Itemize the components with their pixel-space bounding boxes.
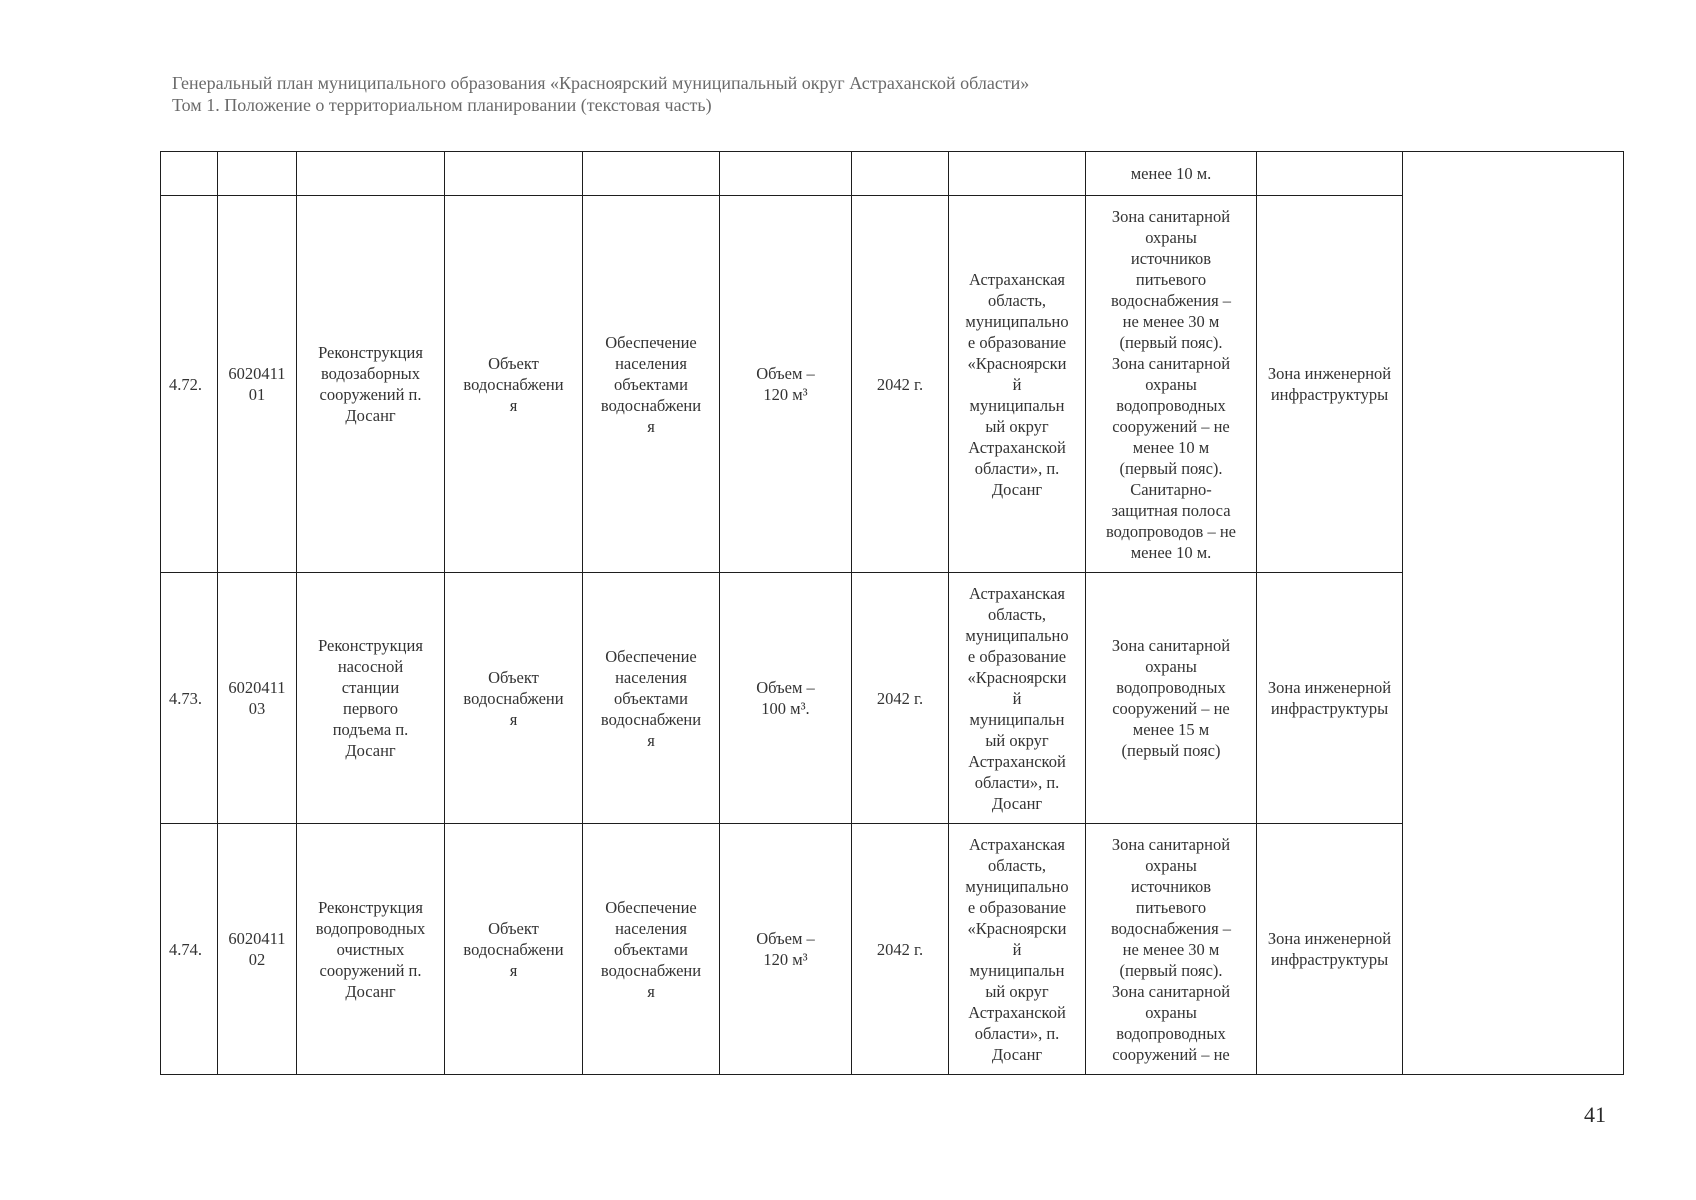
page-header — [172, 72, 1029, 116]
cell-zone-restrictions: Зона санитарной охраны источников питьевого водоснабжения – не менее 30 м (первый пояс). Зона санитарной охраны водопроводных сооружений – не — [1086, 824, 1257, 1075]
cell-functional-zone: Зона инженерной инфраструктуры — [1257, 824, 1403, 1075]
cell-object-type: Объект водоснабжени я — [445, 824, 583, 1075]
cell-location: Астраханская область, муниципально е образование «Красноярски й муниципальн ый округ Астраханской области», п. Досанг — [949, 573, 1086, 824]
table-row-continued — [161, 152, 1624, 196]
cell-empty — [218, 152, 297, 196]
cell-year: 2042 г. — [852, 196, 949, 573]
cell-object-name: Реконструкция насосной станции первого подъема п. Досанг — [297, 573, 445, 824]
cell-purpose: Обеспечение населения объектами водоснабжени я — [583, 196, 720, 573]
cell-code: 6020411 02 — [218, 824, 297, 1075]
cell-empty — [1257, 152, 1403, 196]
cell-empty — [161, 152, 218, 196]
cell-number: 4.72. — [161, 196, 218, 573]
page-number: 41 — [1584, 1102, 1606, 1127]
cell-year: 2042 г. — [852, 824, 949, 1075]
cell-empty — [852, 152, 949, 196]
cell-empty — [720, 152, 852, 196]
planning-objects-table — [160, 151, 1624, 1075]
cell-capacity: Объем – 120 м³ — [720, 824, 852, 1075]
cell-capacity: Объем – 100 м³. — [720, 573, 852, 824]
document-volume: Том 1. Положение о территориальном планировании (текстовая часть) — [172, 95, 712, 115]
cell-zone-continued: менее 10 м. — [1086, 152, 1257, 196]
cell-number: 4.73. — [161, 573, 218, 824]
document-title: Генеральный план муниципального образования «Красноярский муниципальный округ Астраханской области» — [172, 73, 1030, 93]
cell-object-type: Объект водоснабжени я — [445, 196, 583, 573]
cell-object-type: Объект водоснабжени я — [445, 573, 583, 824]
cell-empty — [445, 152, 583, 196]
cell-capacity: Объем – 120 м³ — [720, 196, 852, 573]
cell-object-name: Реконструкция водозаборных сооружений п. Досанг — [297, 196, 445, 573]
cell-extra-column — [1403, 152, 1624, 1075]
cell-code: 6020411 01 — [218, 196, 297, 573]
cell-empty — [949, 152, 1086, 196]
cell-location: Астраханская область, муниципально е образование «Красноярски й муниципальн ый округ Астраханской области», п. Досанг — [949, 196, 1086, 573]
cell-purpose: Обеспечение населения объектами водоснабжени я — [583, 824, 720, 1075]
cell-functional-zone: Зона инженерной инфраструктуры — [1257, 573, 1403, 824]
cell-number: 4.74. — [161, 824, 218, 1075]
cell-zone-restrictions: Зона санитарной охраны водопроводных сооружений – не менее 15 м (первый пояс) — [1086, 573, 1257, 824]
cell-location: Астраханская область, муниципально е образование «Красноярски й муниципальн ый округ Астраханской области», п. Досанг — [949, 824, 1086, 1075]
cell-year: 2042 г. — [852, 573, 949, 824]
cell-object-name: Реконструкция водопроводных очистных сооружений п. Досанг — [297, 824, 445, 1075]
cell-empty — [583, 152, 720, 196]
cell-empty — [297, 152, 445, 196]
cell-functional-zone: Зона инженерной инфраструктуры — [1257, 196, 1403, 573]
cell-purpose: Обеспечение населения объектами водоснабжени я — [583, 573, 720, 824]
cell-code: 6020411 03 — [218, 573, 297, 824]
cell-zone-restrictions: Зона санитарной охраны источников питьевого водоснабжения – не менее 30 м (первый пояс). Зона санитарной охраны водопроводных сооружений – не менее 10 м (первый пояс). Санитарно- защитная полоса водопроводов – не менее 10 м. — [1086, 196, 1257, 573]
